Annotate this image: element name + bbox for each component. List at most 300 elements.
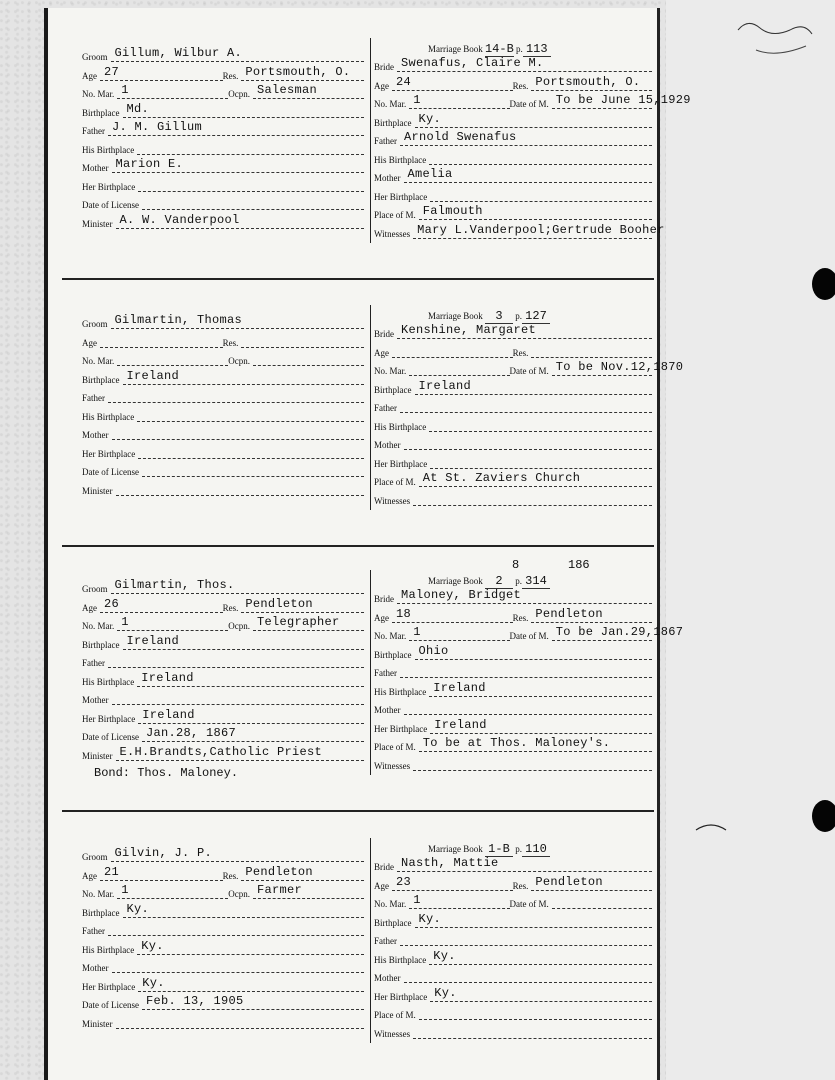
res-label: Res. (512, 880, 529, 891)
fill-line (117, 353, 228, 366)
fill-line (138, 446, 364, 459)
bride-value: Swenafus, Claire M. (401, 56, 544, 70)
groom-value: Gilmartin, Thos. (114, 578, 235, 592)
fill-line (392, 606, 513, 623)
fill-line (112, 692, 365, 705)
fill-line (116, 212, 365, 229)
groom-groom-row (82, 848, 364, 862)
groom-no-mar-value: 1 (121, 83, 129, 97)
date-of-m-label: Date of M. (509, 366, 549, 376)
mother-label: Mother (82, 163, 109, 173)
groom-birthplace-value: Ireland (126, 633, 180, 648)
fill-line (111, 578, 365, 594)
her-birthplace-value: Ky. (142, 975, 165, 990)
bride-her-birthplace-row (374, 188, 652, 202)
fill-line (429, 680, 652, 697)
witnesses-value: Mary L.Vanderpool;Gertrude Booher (417, 222, 665, 237)
bride-witnesses-row (374, 1025, 652, 1039)
fill-line (415, 111, 653, 128)
groom-age-value: 26 (104, 596, 120, 611)
bride-no-mar-row (374, 360, 684, 376)
groom-res-value: Pendleton (245, 864, 313, 879)
fill-line (415, 643, 653, 660)
page-label: p. (515, 576, 522, 586)
birthplace-label: Birthplace (82, 639, 120, 650)
fill-line (253, 615, 364, 631)
bride-place-of-m-row (374, 1006, 652, 1020)
birthplace-label: Birthplace (82, 374, 120, 385)
fill-line (253, 353, 364, 366)
groom-birthplace-row (82, 901, 364, 918)
fill-line (419, 204, 652, 220)
fill-line (108, 655, 364, 668)
marriage-book-label: Marriage Book (428, 44, 483, 54)
his-birthplace-value: Ky. (141, 938, 164, 953)
fill-line (116, 483, 365, 496)
page-label: p. (515, 844, 522, 854)
marriage-book-label: Marriage Book (428, 311, 483, 321)
bride-age-value: 18 (396, 606, 412, 621)
no-mar-label: No. Mar. (374, 366, 407, 376)
fill-line (404, 437, 653, 450)
binder-hole (812, 800, 835, 832)
bride-no-mar-value: 1 (413, 893, 421, 907)
bride-birthplace-row (374, 111, 652, 128)
date-of-m-label: Date of M. (509, 99, 549, 109)
groom-date-of-license-row (82, 728, 364, 742)
groom-mother-row (82, 426, 364, 440)
fill-line (430, 189, 652, 202)
groom-age-row (82, 64, 364, 81)
page-label: p. (515, 311, 522, 321)
bride-no-mar-value: 1 (413, 625, 421, 639)
res-label: Res. (512, 347, 529, 358)
bride-bride-row (374, 58, 652, 72)
fill-line (116, 1016, 365, 1029)
bride-her-birthplace-value: Ireland (434, 717, 487, 732)
fill-line (241, 864, 364, 881)
res-label: Res. (222, 870, 239, 881)
fill-line (400, 130, 652, 146)
bride-mother-row (374, 701, 652, 715)
place-of-m-label: Place of M. (374, 1010, 416, 1020)
fill-line (400, 933, 652, 946)
minister-value: A. W. Vanderpool (119, 212, 240, 227)
bride-her-birthplace-row (374, 717, 652, 734)
fill-line (142, 726, 364, 742)
fill-line (404, 702, 653, 715)
her-birthplace-label: Her Birthplace (82, 181, 136, 192)
minister-label: Minister (82, 485, 113, 496)
birthplace-label: Birthplace (374, 649, 412, 660)
fill-line (397, 56, 652, 72)
groom-date-of-license-row (82, 463, 364, 477)
bride-mother-value: Amelia (407, 167, 453, 181)
groom-birthplace-value: Ky. (126, 901, 150, 916)
witnesses-label: Witnesses (374, 760, 411, 771)
fill-line (413, 758, 652, 771)
his-birthplace-label: His Birthplace (82, 676, 135, 687)
fill-line (409, 93, 509, 109)
fill-line (419, 1007, 652, 1020)
fill-line (142, 994, 364, 1010)
his-birthplace-label: His Birthplace (374, 421, 427, 432)
his-birthplace-label: His Birthplace (82, 144, 135, 155)
groom-no-mar-row (82, 352, 364, 366)
fill-line (108, 390, 364, 403)
bride-father-value: Arnold Swenafus (404, 130, 517, 144)
fill-line (429, 152, 652, 165)
groom-minister-row (82, 482, 364, 496)
fill-line (241, 64, 364, 81)
fill-line (429, 419, 652, 432)
groom-his-birthplace-row (82, 141, 364, 155)
age-label: Age (82, 70, 97, 81)
bride-witnesses-row (374, 492, 652, 506)
bride-mother-row (374, 169, 652, 183)
fill-line (552, 896, 652, 909)
groom-groom-row (82, 315, 364, 329)
bride-his-birthplace-value: Ky. (433, 948, 456, 963)
date-of-m-value: To be Jan.29,1867 (555, 625, 684, 639)
bride-age-row (374, 606, 652, 623)
groom-mother-row (82, 691, 364, 705)
bride-age-row (374, 344, 652, 358)
bride-bride-row (374, 590, 652, 604)
groom-res-value: Pendleton (245, 596, 313, 611)
minister-label: Minister (82, 750, 113, 761)
fill-line (552, 93, 691, 109)
witnesses-label: Witnesses (374, 1028, 411, 1039)
father-label: Father (374, 136, 397, 146)
fill-line (397, 856, 652, 872)
mother-label: Mother (374, 705, 401, 715)
fill-line (116, 744, 365, 761)
witnesses-label: Witnesses (374, 495, 411, 506)
fill-line (400, 400, 652, 413)
fill-line (413, 493, 652, 506)
groom-res-value: Portsmouth, O. (245, 64, 351, 79)
groom-value: Gillum, Wilbur A. (114, 46, 243, 60)
bride-age-row (374, 874, 652, 891)
bride-father-row (374, 932, 652, 946)
bride-father-row (374, 132, 652, 146)
fill-line (112, 427, 365, 440)
mother-label: Mother (374, 440, 401, 450)
fill-line (112, 157, 365, 173)
bride-birthplace-value: Ky. (418, 911, 442, 926)
groom-birthplace-value: Ireland (126, 368, 180, 383)
his-birthplace-label: His Birthplace (374, 686, 427, 697)
res-label: Res. (222, 70, 239, 81)
place-of-m-value: To be at Thos. Maloney's. (422, 736, 611, 750)
fill-line (392, 74, 513, 91)
minister-value: E.H.Brandts,Catholic Priest (119, 744, 323, 759)
date-of-license-label: Date of License (82, 1000, 139, 1010)
book-number-upper: 8 (512, 558, 520, 572)
fill-line (552, 360, 684, 376)
groom-value: Gilvin, J. P. (114, 846, 213, 860)
his-birthplace-label: His Birthplace (374, 954, 427, 965)
groom-value: Gilmartin, Thomas (114, 313, 243, 327)
fill-line (413, 1026, 652, 1039)
bride-her-birthplace-value: Ky. (434, 985, 457, 1000)
bride-birthplace-value: Ohio (418, 643, 449, 658)
groom-her-birthplace-row (82, 445, 364, 459)
bride-no-mar-value: 1 (413, 93, 421, 107)
date-of-m-label: Date of M. (509, 899, 549, 909)
bride-no-mar-row (374, 625, 684, 641)
groom-date-of-license-row (82, 996, 364, 1010)
bride-his-birthplace-row (374, 948, 652, 965)
age-label: Age (82, 602, 97, 613)
bride-no-mar-row (374, 93, 691, 109)
his-birthplace-label: His Birthplace (82, 944, 135, 955)
fill-line (123, 101, 365, 118)
fill-line (112, 960, 365, 973)
groom-age-row (82, 334, 364, 348)
her-birthplace-label: Her Birthplace (374, 991, 428, 1002)
bride-res-value: Portsmouth, O. (535, 74, 641, 89)
bride-birthplace-row (374, 911, 652, 928)
groom-father-row (82, 922, 364, 936)
record-separator (62, 810, 654, 812)
fill-line (531, 345, 652, 358)
groom-no-mar-row (82, 617, 364, 631)
res-label: Res. (222, 602, 239, 613)
fill-line (111, 46, 365, 62)
place-of-m-value: At St. Zaviers Church (422, 471, 581, 485)
bride-res-value: Pendleton (535, 606, 603, 621)
groom-label: Groom (82, 52, 108, 62)
bride-age-value: 23 (396, 874, 412, 889)
fill-line (404, 167, 653, 183)
bride-label: Bride (374, 862, 394, 872)
ocpn-label: Ocpn. (228, 889, 250, 899)
groom-groom-row (82, 580, 364, 594)
date-of-license-value: Feb. 13, 1905 (145, 994, 244, 1008)
groom-age-row (82, 596, 364, 613)
no-mar-label: No. Mar. (374, 631, 407, 641)
place-of-m-label: Place of M. (374, 210, 416, 220)
bride-label: Bride (374, 329, 394, 339)
her-birthplace-label: Her Birthplace (82, 713, 136, 724)
bride-birthplace-value: Ky. (418, 111, 442, 126)
ocpn-label: Ocpn. (228, 621, 250, 631)
bride-label: Bride (374, 594, 394, 604)
fill-line (400, 665, 652, 678)
date-of-m-value: To be Nov.12,1870 (555, 360, 684, 374)
age-label: Age (374, 80, 389, 91)
fill-line (430, 456, 652, 469)
no-mar-label: No. Mar. (82, 621, 115, 631)
fill-line (123, 633, 365, 650)
groom-ocpn-value: Telegrapher (257, 615, 340, 629)
page-number: 110 (522, 842, 550, 857)
res-label: Res. (512, 80, 529, 91)
fill-line (409, 363, 509, 376)
father-label: Father (82, 393, 105, 403)
no-mar-label: No. Mar. (82, 889, 115, 899)
fill-line (100, 335, 223, 348)
bride-value: Maloney, Bridget (401, 588, 522, 602)
groom-minister-row (82, 1015, 364, 1029)
fill-line (253, 83, 364, 99)
witnesses-label: Witnesses (374, 228, 411, 239)
stray-ink-marks (666, 0, 835, 1080)
birthplace-label: Birthplace (374, 384, 412, 395)
fill-line (531, 874, 652, 891)
groom-minister-row (82, 212, 364, 229)
groom-his-birthplace-row (82, 408, 364, 422)
father-label: Father (374, 936, 397, 946)
fill-line (392, 345, 513, 358)
fill-line (117, 83, 228, 99)
fill-line (397, 323, 652, 339)
fill-line (415, 378, 653, 395)
father-label: Father (374, 668, 397, 678)
bride-birthplace-row (374, 378, 652, 395)
place-of-m-label: Place of M. (374, 477, 416, 487)
date-of-license-label: Date of License (82, 200, 139, 210)
marriage-book-ref (428, 42, 551, 57)
fill-line (142, 197, 364, 210)
fill-line (137, 409, 364, 422)
bride-value: Nasth, Mattie (401, 856, 499, 870)
fill-line (138, 179, 364, 192)
no-mar-label: No. Mar. (82, 89, 115, 99)
age-label: Age (82, 337, 97, 348)
fill-line (108, 120, 364, 136)
marriage-book-ref (428, 842, 550, 857)
res-label: Res. (222, 337, 239, 348)
bride-place-of-m-row (374, 738, 652, 752)
no-mar-label: No. Mar. (374, 99, 407, 109)
groom-no-mar-row (82, 885, 364, 899)
fill-line (253, 883, 364, 899)
groom-father-row (82, 122, 364, 136)
bride-her-birthplace-row (374, 985, 652, 1002)
fill-line (117, 883, 228, 899)
bride-father-row (374, 664, 652, 678)
her-birthplace-label: Her Birthplace (374, 458, 428, 469)
place-of-m-label: Place of M. (374, 742, 416, 752)
groom-her-birthplace-row (82, 975, 364, 992)
fill-line (111, 313, 365, 329)
bride-his-birthplace-row (374, 151, 652, 165)
bride-age-value: 24 (396, 74, 412, 89)
record-separator (62, 545, 654, 547)
fill-line (241, 596, 364, 613)
book-number: 3 (485, 309, 513, 324)
groom-her-birthplace-row (82, 707, 364, 724)
date-of-license-label: Date of License (82, 467, 139, 477)
age-label: Age (82, 870, 97, 881)
fill-line (100, 864, 223, 881)
book-number: 2 (485, 574, 513, 589)
groom-birthplace-value: Md. (126, 101, 150, 116)
father-label: Father (82, 126, 105, 136)
fill-line (138, 707, 364, 724)
bride-witnesses-row (374, 757, 652, 771)
column-divider (370, 38, 371, 243)
bride-mother-row (374, 436, 652, 450)
groom-birthplace-row (82, 368, 364, 385)
adjacent-page-strip (666, 0, 835, 1080)
fill-line (429, 948, 652, 965)
groom-mother-row (82, 159, 364, 173)
his-birthplace-value: Ireland (141, 670, 194, 685)
bride-his-birthplace-value: Ireland (433, 680, 486, 695)
groom-groom-row (82, 48, 364, 62)
her-birthplace-label: Her Birthplace (374, 723, 428, 734)
bride-father-row (374, 399, 652, 413)
fill-line (142, 464, 364, 477)
place-of-m-value: Falmouth (422, 204, 483, 218)
record-separator (62, 278, 654, 280)
fill-line (123, 901, 365, 918)
fill-line (415, 911, 653, 928)
father-value: J. M. Gillum (112, 120, 203, 134)
groom-ocpn-value: Salesman (257, 83, 318, 97)
her-birthplace-value: Ireland (142, 707, 195, 722)
fill-line (397, 588, 652, 604)
marriage-book-label: Marriage Book (428, 576, 483, 586)
date-of-m-label: Date of M. (509, 631, 549, 641)
ocpn-label: Ocpn. (228, 356, 250, 366)
fill-line (531, 74, 652, 91)
bond-note: Bond: Thos. Maloney. (94, 766, 239, 780)
binder-hole (812, 268, 835, 300)
fill-line (392, 874, 513, 891)
birthplace-label: Birthplace (82, 107, 120, 118)
bride-no-mar-row (374, 895, 652, 909)
her-birthplace-label: Her Birthplace (82, 981, 136, 992)
fill-line (111, 846, 365, 862)
groom-age-value: 21 (104, 864, 120, 879)
groom-her-birthplace-row (82, 178, 364, 192)
groom-no-mar-value: 1 (121, 615, 129, 629)
bride-label: Bride (374, 62, 394, 72)
marriage-book-ref (428, 309, 550, 324)
mother-label: Mother (374, 973, 401, 983)
fill-line (100, 64, 223, 81)
groom-date-of-license-row (82, 196, 364, 210)
mother-label: Mother (82, 963, 109, 973)
mother-label: Mother (82, 695, 109, 705)
date-of-license-value: Jan.28, 1867 (145, 726, 236, 740)
her-birthplace-label: Her Birthplace (82, 448, 136, 459)
column-divider (370, 838, 371, 1043)
book-number: 1-B (485, 842, 513, 857)
groom-father-row (82, 389, 364, 403)
page-number: 113 (523, 42, 551, 57)
father-label: Father (82, 926, 105, 936)
fill-line (137, 142, 364, 155)
bride-her-birthplace-row (374, 455, 652, 469)
fill-line (108, 923, 364, 936)
her-birthplace-label: Her Birthplace (374, 191, 428, 202)
fill-line (117, 615, 228, 631)
groom-no-mar-row (82, 85, 364, 99)
minister-label: Minister (82, 1018, 113, 1029)
bride-value: Kenshine, Margaret (401, 323, 537, 337)
page-number: 127 (522, 309, 550, 324)
bride-age-row (374, 74, 652, 91)
fill-line (430, 717, 652, 734)
fill-line (409, 625, 509, 641)
no-mar-label: No. Mar. (374, 899, 407, 909)
